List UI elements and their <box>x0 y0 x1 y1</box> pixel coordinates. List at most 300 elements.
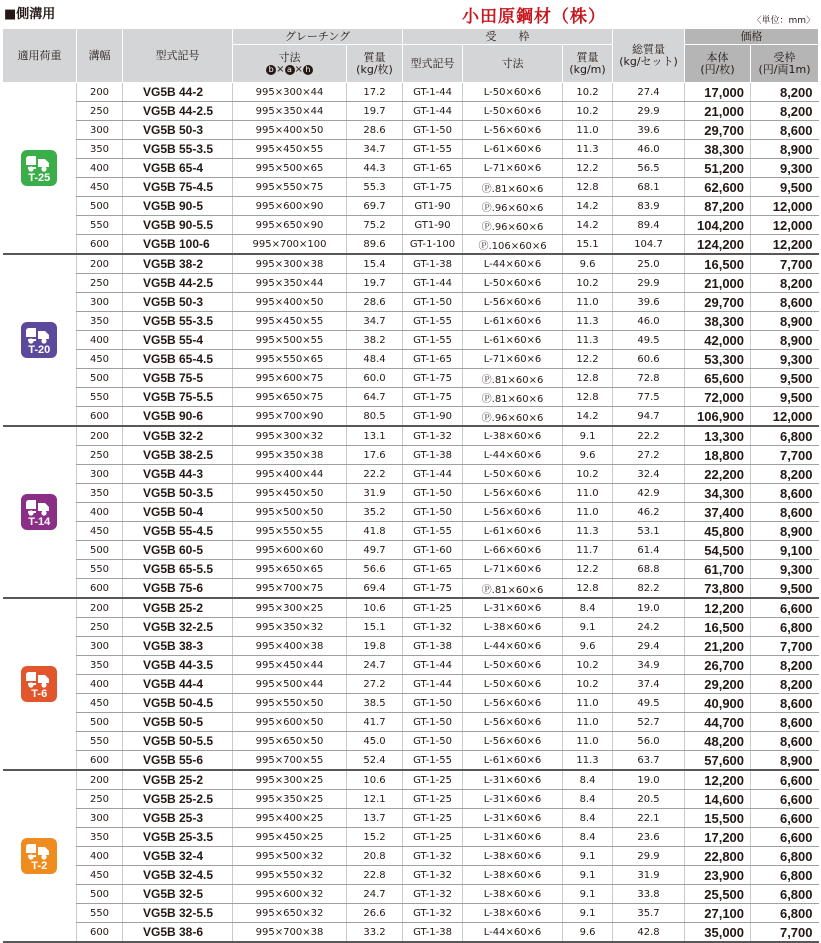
width-cell: 200 <box>77 254 123 274</box>
grating-dim-cell: 995×650×75 <box>233 388 347 407</box>
width-cell: 500 <box>77 197 123 216</box>
grating-dim-cell: 995×400×50 <box>233 293 347 312</box>
frame-model-cell: GT-1-55 <box>403 751 463 771</box>
price-frame-cell: 8,200 <box>751 274 819 293</box>
header-model: 型式記号 <box>123 29 233 83</box>
grating-mass-cell: 45.0 <box>347 732 403 751</box>
table-row <box>3 847 819 866</box>
price-frame-cell: 9,300 <box>751 159 819 178</box>
frame-mass-cell: 8.4 <box>563 809 613 828</box>
width-cell: 600 <box>77 751 123 771</box>
frame-dim-cell: L-44×60×6 <box>463 923 563 943</box>
total-mass-cell: 42.9 <box>613 484 685 503</box>
table-row <box>3 121 819 140</box>
grating-mass-cell: 44.3 <box>347 159 403 178</box>
price-frame-cell: 6,800 <box>751 426 819 446</box>
frame-model-cell: GT1-90 <box>403 197 463 216</box>
price-frame-cell: 6,800 <box>751 866 819 885</box>
grating-mass-unit: (kg/枚) <box>356 62 393 76</box>
price-body-cell: 12,200 <box>685 770 751 790</box>
grating-mass-cell: 24.7 <box>347 885 403 904</box>
frame-model-cell: GT-1-32 <box>403 847 463 866</box>
price-frame-cell: 8,600 <box>751 293 819 312</box>
price-body-cell: 72,000 <box>685 388 751 407</box>
table-row <box>3 618 819 637</box>
model-cell: VG5B 55-4.5 <box>123 522 233 541</box>
load-class-cell <box>3 598 77 770</box>
total-mass-cell: 94.7 <box>613 407 685 427</box>
model-cell: VG5B 44-4 <box>123 675 233 694</box>
grating-mass-cell: 34.7 <box>347 312 403 331</box>
frame-model-cell: GT-1-65 <box>403 350 463 369</box>
frame-mass-cell: 9.6 <box>563 923 613 943</box>
table-row <box>3 923 819 943</box>
grating-dim-cell: 995×550×50 <box>233 694 347 713</box>
frame-mass-cell: 10.2 <box>563 465 613 484</box>
table-row <box>3 426 819 446</box>
model-cell: VG5B 55-6 <box>123 751 233 771</box>
price-frame-unit: (円/両1m) <box>758 62 811 76</box>
price-frame-cell: 8,600 <box>751 484 819 503</box>
price-frame-cell: 8,200 <box>751 83 819 102</box>
total-mass-cell: 52.7 <box>613 713 685 732</box>
dim-symbol-b: b <box>266 65 276 75</box>
price-body-cell: 73,800 <box>685 579 751 599</box>
grating-mass-cell: 22.2 <box>347 465 403 484</box>
width-cell: 550 <box>77 388 123 407</box>
truck-icon <box>25 153 53 173</box>
frame-dim-cell: L-56×60×6 <box>463 121 563 140</box>
price-frame-cell: 6,600 <box>751 770 819 790</box>
frame-model-cell: GT-1-32 <box>403 618 463 637</box>
width-cell: 600 <box>77 923 123 943</box>
grating-mass-cell: 17.2 <box>347 83 403 102</box>
table-row <box>3 809 819 828</box>
width-cell: 350 <box>77 312 123 331</box>
table-row <box>3 790 819 809</box>
total-mass-cell: 68.1 <box>613 178 685 197</box>
frame-model-cell: GT-1-55 <box>403 522 463 541</box>
total-mass-cell: 82.2 <box>613 579 685 599</box>
frame-dim-cell: L-38×60×6 <box>463 618 563 637</box>
total-mass-cell: 46.0 <box>613 312 685 331</box>
truck-icon <box>25 841 53 861</box>
grating-mass-cell: 19.7 <box>347 274 403 293</box>
grating-mass-cell: 28.6 <box>347 293 403 312</box>
grating-dim-cell: 995×550×55 <box>233 522 347 541</box>
grating-mass-cell: 17.6 <box>347 446 403 465</box>
grating-dim-cell: 995×350×32 <box>233 618 347 637</box>
dim-formula <box>233 64 346 76</box>
load-class-cell <box>3 254 77 426</box>
frame-dim-cell: Ⓟ.96×60×6 <box>463 216 563 235</box>
frame-model-cell: GT-1-75 <box>403 579 463 599</box>
model-cell: VG5B 38-2.5 <box>123 446 233 465</box>
grating-mass-cell: 20.8 <box>347 847 403 866</box>
frame-mass-cell: 9.1 <box>563 904 613 923</box>
frame-mass-cell: 12.8 <box>563 579 613 599</box>
width-cell: 200 <box>77 83 123 102</box>
grating-dim-label: 寸法 <box>278 50 301 64</box>
width-cell: 450 <box>77 178 123 197</box>
frame-mass-cell: 11.0 <box>563 713 613 732</box>
frame-dim-cell: L-31×60×6 <box>463 828 563 847</box>
frame-model-cell: GT-1-65 <box>403 159 463 178</box>
model-cell: VG5B 90-5 <box>123 197 233 216</box>
model-cell: VG5B 25-3.5 <box>123 828 233 847</box>
price-body-cell: 61,700 <box>685 560 751 579</box>
load-badge-label: T-20 <box>28 344 51 356</box>
frame-model-cell: GT-1-25 <box>403 828 463 847</box>
width-cell: 400 <box>77 331 123 350</box>
price-body-cell: 45,800 <box>685 522 751 541</box>
width-cell: 550 <box>77 216 123 235</box>
grating-mass-cell: 15.1 <box>347 618 403 637</box>
model-cell: VG5B 50-5.5 <box>123 732 233 751</box>
model-cell: VG5B 50-5 <box>123 713 233 732</box>
price-frame-cell: 6,600 <box>751 828 819 847</box>
grating-dim-cell: 995×450×55 <box>233 140 347 159</box>
width-cell: 450 <box>77 350 123 369</box>
grating-dim-cell: 995×300×44 <box>233 83 347 102</box>
table-row <box>3 866 819 885</box>
frame-model-cell: GT-1-44 <box>403 83 463 102</box>
frame-model-cell: GT-1-25 <box>403 598 463 618</box>
price-body-cell: 21,000 <box>685 102 751 121</box>
price-body-cell: 16,500 <box>685 618 751 637</box>
model-cell: VG5B 75-5.5 <box>123 388 233 407</box>
frame-model-cell: GT-1-38 <box>403 923 463 943</box>
grating-dim-cell: 995×700×100 <box>233 235 347 255</box>
grating-mass-cell: 10.6 <box>347 598 403 618</box>
price-body-cell: 23,900 <box>685 866 751 885</box>
grating-dim-cell: 995×650×50 <box>233 732 347 751</box>
total-mass-cell: 19.0 <box>613 598 685 618</box>
width-cell: 600 <box>77 235 123 255</box>
price-frame-cell: 6,800 <box>751 904 819 923</box>
width-cell: 550 <box>77 560 123 579</box>
table-row <box>3 484 819 503</box>
frame-dim-cell: L-56×60×6 <box>463 713 563 732</box>
table-row <box>3 293 819 312</box>
table-row <box>3 560 819 579</box>
table-row <box>3 751 819 771</box>
load-badge-label: T-25 <box>28 172 51 184</box>
width-cell: 350 <box>77 828 123 847</box>
header-width: 溝幅 <box>77 29 123 83</box>
company-name: 小田原鋼材（株） <box>462 7 606 27</box>
frame-model-cell: GT-1-44 <box>403 274 463 293</box>
total-mass-cell: 68.8 <box>613 560 685 579</box>
grating-dim-cell: 995×350×44 <box>233 274 347 293</box>
frame-dim-cell: L-50×60×6 <box>463 102 563 121</box>
truck-icon <box>25 669 53 689</box>
frame-mass-cell: 10.2 <box>563 102 613 121</box>
width-cell: 200 <box>77 598 123 618</box>
frame-mass-cell: 12.2 <box>563 159 613 178</box>
model-cell: VG5B 25-2.5 <box>123 790 233 809</box>
price-frame-cell: 9,100 <box>751 541 819 560</box>
price-frame-cell: 8,200 <box>751 656 819 675</box>
header-frame: 受 枠 <box>403 29 613 45</box>
price-body-cell: 26,700 <box>685 656 751 675</box>
grating-dim-cell: 995×700×90 <box>233 407 347 427</box>
total-mass-cell: 27.4 <box>613 83 685 102</box>
grating-mass-cell: 49.7 <box>347 541 403 560</box>
frame-mass-cell: 14.2 <box>563 216 613 235</box>
frame-model-cell: GT-1-50 <box>403 732 463 751</box>
frame-mass-cell: 11.0 <box>563 503 613 522</box>
grating-mass-cell: 35.2 <box>347 503 403 522</box>
frame-model-cell: GT-1-50 <box>403 503 463 522</box>
price-body-cell: 29,700 <box>685 293 751 312</box>
model-cell: VG5B 55-3.5 <box>123 140 233 159</box>
width-cell: 500 <box>77 541 123 560</box>
table-row <box>3 178 819 197</box>
model-cell: VG5B 50-3 <box>123 293 233 312</box>
frame-dim-cell: L-56×60×6 <box>463 732 563 751</box>
frame-mass-cell: 12.8 <box>563 178 613 197</box>
price-body-cell: 12,200 <box>685 598 751 618</box>
model-cell: VG5B 32-2 <box>123 426 233 446</box>
price-frame-cell: 7,700 <box>751 254 819 274</box>
grating-dim-cell: 995×450×44 <box>233 656 347 675</box>
total-mass-cell: 46.0 <box>613 140 685 159</box>
total-mass-cell: 39.6 <box>613 293 685 312</box>
grating-mass-cell: 15.4 <box>347 254 403 274</box>
model-cell: VG5B 60-5 <box>123 541 233 560</box>
total-mass-cell: 24.2 <box>613 618 685 637</box>
total-mass-cell: 23.6 <box>613 828 685 847</box>
total-mass-cell: 63.7 <box>613 751 685 771</box>
grating-dim-cell: 995×650×90 <box>233 216 347 235</box>
model-cell: VG5B 50-4.5 <box>123 694 233 713</box>
price-body-cell: 14,600 <box>685 790 751 809</box>
total-mass-cell: 22.2 <box>613 426 685 446</box>
width-cell: 200 <box>77 770 123 790</box>
grating-mass-cell: 19.7 <box>347 102 403 121</box>
table-row <box>3 656 819 675</box>
grating-dim-cell: 995×650×65 <box>233 560 347 579</box>
table-row <box>3 159 819 178</box>
price-body-cell: 22,200 <box>685 465 751 484</box>
frame-dim-cell: L-61×60×6 <box>463 312 563 331</box>
price-body-cell: 25,500 <box>685 885 751 904</box>
frame-dim-cell: L-56×60×6 <box>463 694 563 713</box>
table-row <box>3 541 819 560</box>
grating-dim-cell: 995×300×25 <box>233 598 347 618</box>
grating-dim-cell: 995×700×55 <box>233 751 347 771</box>
table-row <box>3 350 819 369</box>
width-cell: 300 <box>77 809 123 828</box>
price-frame-cell: 6,800 <box>751 885 819 904</box>
grating-dim-cell: 995×700×38 <box>233 923 347 943</box>
price-body-cell: 40,900 <box>685 694 751 713</box>
frame-model-cell: GT-1-65 <box>403 560 463 579</box>
frame-dim-cell: L-38×60×6 <box>463 426 563 446</box>
frame-dim-cell: L-71×60×6 <box>463 560 563 579</box>
frame-dim-cell: L-44×60×6 <box>463 446 563 465</box>
frame-mass-cell: 9.1 <box>563 426 613 446</box>
grating-dim-cell: 995×700×75 <box>233 579 347 599</box>
frame-dim-cell: L-61×60×6 <box>463 751 563 771</box>
frame-dim-cell: L-66×60×6 <box>463 541 563 560</box>
table-row <box>3 235 819 255</box>
frame-model-cell: GT1-90 <box>403 216 463 235</box>
frame-model-cell: GT-1-60 <box>403 541 463 560</box>
total-mass-cell: 39.6 <box>613 121 685 140</box>
model-cell: VG5B 44-2 <box>123 83 233 102</box>
grating-mass-cell: 48.4 <box>347 350 403 369</box>
grating-dim-cell: 995×600×75 <box>233 369 347 388</box>
grating-dim-cell: 995×450×25 <box>233 828 347 847</box>
grating-dim-cell: 995×550×75 <box>233 178 347 197</box>
model-cell: VG5B 44-3.5 <box>123 656 233 675</box>
frame-mass-cell: 11.0 <box>563 121 613 140</box>
frame-mass-label: 質量 <box>576 50 599 64</box>
frame-dim-cell: Ⓟ.81×60×6 <box>463 369 563 388</box>
table-row <box>3 598 819 618</box>
price-body-cell: 38,300 <box>685 312 751 331</box>
model-cell: VG5B 44-2.5 <box>123 102 233 121</box>
total-mass-cell: 46.2 <box>613 503 685 522</box>
price-body-cell: 51,200 <box>685 159 751 178</box>
grating-dim-cell: 995×500×55 <box>233 331 347 350</box>
frame-dim-cell: Ⓟ.96×60×6 <box>463 197 563 216</box>
price-body-cell: 62,600 <box>685 178 751 197</box>
frame-mass-cell: 11.7 <box>563 541 613 560</box>
width-cell: 250 <box>77 446 123 465</box>
frame-mass-cell: 11.0 <box>563 694 613 713</box>
frame-mass-cell: 8.4 <box>563 598 613 618</box>
width-cell: 250 <box>77 102 123 121</box>
frame-dim-cell: L-56×60×6 <box>463 503 563 522</box>
frame-mass-cell: 9.1 <box>563 885 613 904</box>
frame-dim-cell: Ⓟ.96×60×6 <box>463 407 563 427</box>
frame-model-cell: GT-1-55 <box>403 140 463 159</box>
total-mass-cell: 83.9 <box>613 197 685 216</box>
grating-dim-cell: 995×600×60 <box>233 541 347 560</box>
frame-mass-cell: 14.2 <box>563 407 613 427</box>
frame-mass-cell: 9.1 <box>563 618 613 637</box>
frame-mass-cell: 15.1 <box>563 235 613 255</box>
grating-dim-cell: 995×450×50 <box>233 484 347 503</box>
model-cell: VG5B 38-6 <box>123 923 233 943</box>
dim-symbol-h: h <box>303 65 313 75</box>
width-cell: 300 <box>77 465 123 484</box>
total-mass-cell: 20.5 <box>613 790 685 809</box>
header-frame-model: 型式記号 <box>403 45 463 83</box>
model-cell: VG5B 100-6 <box>123 235 233 255</box>
grating-mass-cell: 75.2 <box>347 216 403 235</box>
price-frame-cell: 8,900 <box>751 312 819 331</box>
table-row <box>3 637 819 656</box>
width-cell: 200 <box>77 426 123 446</box>
frame-mass-cell: 12.8 <box>563 388 613 407</box>
load-badge <box>21 494 57 530</box>
price-body-cell: 124,200 <box>685 235 751 255</box>
price-body-cell: 27,100 <box>685 904 751 923</box>
frame-model-cell: GT-1-32 <box>403 866 463 885</box>
table-row <box>3 331 819 350</box>
frame-model-cell: GT-1-50 <box>403 484 463 503</box>
frame-mass-cell: 10.2 <box>563 656 613 675</box>
model-cell: VG5B 32-5 <box>123 885 233 904</box>
price-frame-cell: 8,600 <box>751 503 819 522</box>
table-row <box>3 885 819 904</box>
model-cell: VG5B 55-3.5 <box>123 312 233 331</box>
grating-price-table <box>2 28 819 943</box>
header-grating-mass <box>347 45 403 83</box>
total-mass-cell: 19.0 <box>613 770 685 790</box>
price-body-cell: 29,200 <box>685 675 751 694</box>
header-grating-dim <box>233 45 347 83</box>
price-body-cell: 54,500 <box>685 541 751 560</box>
grating-dim-cell: 995×350×44 <box>233 102 347 121</box>
total-mass-unit: (kg/セット) <box>619 54 678 68</box>
frame-mass-cell: 11.3 <box>563 140 613 159</box>
grating-mass-cell: 27.2 <box>347 675 403 694</box>
model-cell: VG5B 38-2 <box>123 254 233 274</box>
frame-dim-cell: L-56×60×6 <box>463 484 563 503</box>
model-cell: VG5B 50-3.5 <box>123 484 233 503</box>
grating-dim-cell: 995×300×25 <box>233 770 347 790</box>
total-mass-cell: 29.9 <box>613 274 685 293</box>
grating-mass-cell: 33.2 <box>347 923 403 943</box>
grating-mass-cell: 80.5 <box>347 407 403 427</box>
total-mass-cell: 29.9 <box>613 102 685 121</box>
width-cell: 400 <box>77 159 123 178</box>
frame-dim-cell: L-38×60×6 <box>463 904 563 923</box>
price-body-cell: 17,000 <box>685 83 751 102</box>
price-frame-cell: 6,800 <box>751 618 819 637</box>
frame-dim-cell: L-38×60×6 <box>463 866 563 885</box>
grating-dim-cell: 995×400×25 <box>233 809 347 828</box>
frame-model-cell: GT-1-55 <box>403 312 463 331</box>
frame-model-cell: GT-1-50 <box>403 293 463 312</box>
frame-mass-unit: (kg/m) <box>569 62 606 76</box>
price-frame-cell: 9,300 <box>751 350 819 369</box>
width-cell: 300 <box>77 121 123 140</box>
total-mass-cell: 27.2 <box>613 446 685 465</box>
frame-dim-cell: L-50×60×6 <box>463 675 563 694</box>
price-frame-cell: 8,600 <box>751 732 819 751</box>
grating-mass-cell: 60.0 <box>347 369 403 388</box>
grating-mass-cell: 69.7 <box>347 197 403 216</box>
table-row <box>3 197 819 216</box>
frame-mass-cell: 9.6 <box>563 254 613 274</box>
price-frame-cell: 12,200 <box>751 235 819 255</box>
price-frame-cell: 12,000 <box>751 407 819 427</box>
grating-dim-cell: 995×550×32 <box>233 866 347 885</box>
total-mass-cell: 89.4 <box>613 216 685 235</box>
grating-mass-cell: 41.8 <box>347 522 403 541</box>
grating-dim-cell: 995×450×55 <box>233 312 347 331</box>
total-mass-cell: 34.9 <box>613 656 685 675</box>
price-frame-cell: 8,900 <box>751 522 819 541</box>
grating-mass-cell: 26.6 <box>347 904 403 923</box>
total-mass-cell: 29.9 <box>613 847 685 866</box>
model-cell: VG5B 50-4 <box>123 503 233 522</box>
price-body-cell: 104,200 <box>685 216 751 235</box>
frame-mass-cell: 12.8 <box>563 369 613 388</box>
model-cell: VG5B 75-4.5 <box>123 178 233 197</box>
table-row <box>3 446 819 465</box>
section-title: ■側溝用 <box>4 7 56 22</box>
price-frame-cell: 9,500 <box>751 178 819 197</box>
frame-dim-cell: L-71×60×6 <box>463 350 563 369</box>
table-row <box>3 579 819 599</box>
